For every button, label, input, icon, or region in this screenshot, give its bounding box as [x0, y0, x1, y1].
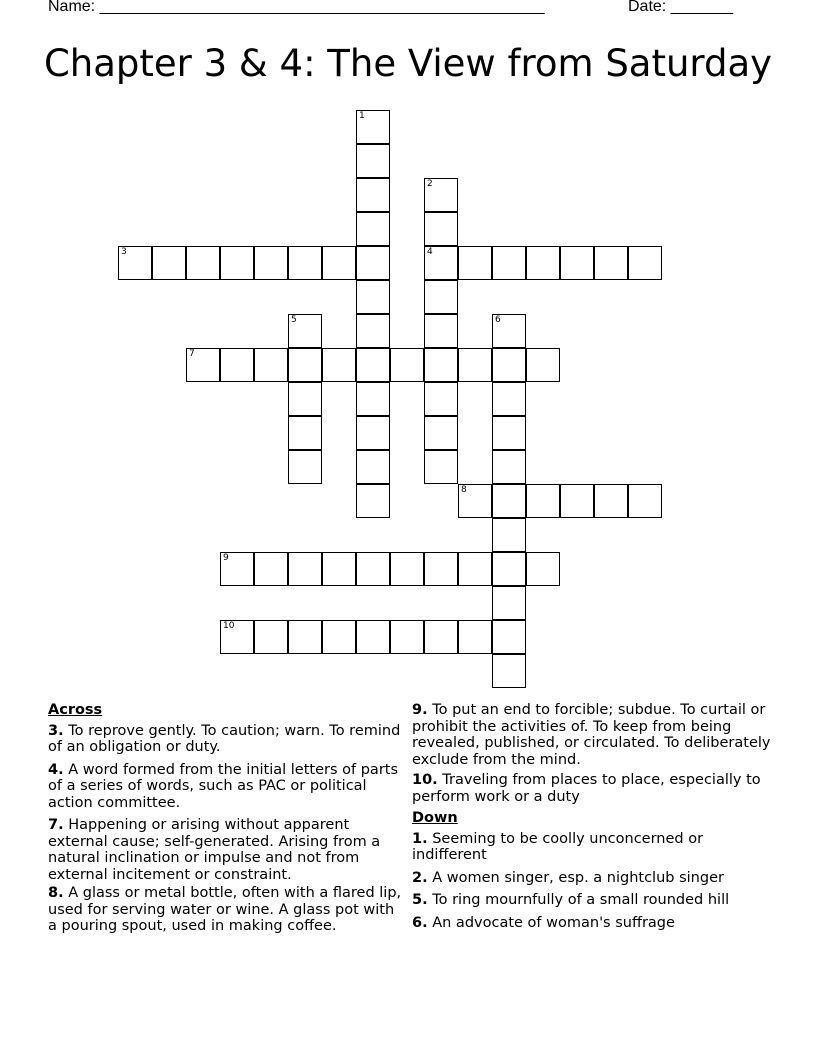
grid-cell[interactable] [390, 620, 424, 654]
clue-number-label: 4 [427, 247, 433, 257]
grid-cell[interactable] [288, 416, 322, 450]
grid-cell[interactable] [390, 552, 424, 586]
grid-cell[interactable] [356, 382, 390, 416]
grid-cell[interactable] [492, 620, 526, 654]
grid-cell[interactable] [424, 416, 458, 450]
grid-cell[interactable] [254, 246, 288, 280]
grid-cell[interactable] [152, 246, 186, 280]
clue-6 [412, 915, 774, 932]
clue-number: 5. [412, 892, 428, 908]
grid-cell[interactable] [220, 348, 254, 382]
clue-number-label: 6 [495, 315, 501, 325]
grid-cell[interactable] [458, 484, 492, 518]
grid-cell[interactable] [492, 348, 526, 382]
grid-cell[interactable] [356, 280, 390, 314]
clue-number-label: 9 [223, 553, 229, 563]
clue-number-label: 2 [427, 179, 433, 189]
clue-number-label: 8 [461, 485, 467, 495]
grid-cell[interactable] [492, 586, 526, 620]
grid-cell[interactable] [492, 484, 526, 518]
clues-left-column [48, 702, 406, 941]
grid-cell[interactable] [356, 246, 390, 280]
clue-text: To ring mournfully of a small rounded hill [427, 892, 730, 908]
grid-cell[interactable] [288, 382, 322, 416]
clue-text: Seeming to be coolly unconcerned or indifferent [412, 830, 704, 863]
clue-number-label: 3 [121, 247, 127, 257]
grid-cell[interactable] [424, 178, 458, 212]
grid-cell[interactable] [220, 552, 254, 586]
grid-cell[interactable] [458, 246, 492, 280]
grid-cell[interactable] [356, 178, 390, 212]
grid-cell[interactable] [492, 654, 526, 688]
clue-9 [412, 702, 774, 768]
grid-cell[interactable] [288, 348, 322, 382]
grid-cell[interactable] [322, 620, 356, 654]
grid-cell[interactable] [424, 450, 458, 484]
grid-cell[interactable] [186, 348, 220, 382]
clue-1 [412, 831, 774, 864]
grid-cell[interactable] [322, 552, 356, 586]
clue-text: To put an end to forcible; subdue. To curtail or prohibit the activities of. To keep from being revealed, published, or circulated. To deliberately exclude from the mind. [412, 702, 771, 768]
grid-cell[interactable] [458, 552, 492, 586]
clue-text: A glass or metal bottle, often with a flared lip, used for serving water or wine. A glass pot with a pouring spout, used in making coffee. [48, 885, 402, 934]
grid-cell[interactable] [220, 246, 254, 280]
page-title: Chapter 3 & 4: The View from Saturday [43, 42, 773, 85]
across-heading: Across [48, 702, 103, 718]
grid-cell[interactable] [424, 620, 458, 654]
grid-cell[interactable] [390, 348, 424, 382]
grid-cell[interactable] [458, 348, 492, 382]
clues-right-column [412, 702, 774, 937]
clue-2 [412, 870, 774, 887]
grid-cell[interactable] [322, 348, 356, 382]
grid-cell[interactable] [458, 620, 492, 654]
grid-cell[interactable] [186, 246, 220, 280]
grid-cell[interactable] [526, 484, 560, 518]
grid-cell[interactable] [356, 348, 390, 382]
grid-cell[interactable] [560, 484, 594, 518]
grid-cell[interactable] [424, 382, 458, 416]
clue-10 [412, 772, 774, 805]
clue-text: Traveling from places to place, especially to perform work or a duty [412, 772, 761, 805]
clue-7 [48, 817, 406, 883]
clue-5 [412, 892, 774, 909]
grid-cell[interactable] [288, 246, 322, 280]
clue-text: An advocate of woman's suffrage [427, 914, 675, 931]
clue-text: Happening or arising without apparent external cause; self-generated. Arising from a natural inclination or impulse and not from external incitement or constraint. [48, 817, 381, 883]
grid-cell[interactable] [288, 620, 322, 654]
grid-cell[interactable] [594, 484, 628, 518]
grid-cell[interactable] [628, 484, 662, 518]
grid-cell[interactable] [356, 110, 390, 144]
grid-cell[interactable] [220, 620, 254, 654]
grid-cell[interactable] [254, 348, 288, 382]
grid-cell[interactable] [356, 484, 390, 518]
name-field[interactable]: Name: __________________________________________________ [48, 0, 545, 15]
grid-cell[interactable] [424, 314, 458, 348]
grid-cell[interactable] [254, 620, 288, 654]
grid-cell[interactable] [118, 246, 152, 280]
grid-cell[interactable] [424, 348, 458, 382]
grid-cell[interactable] [356, 144, 390, 178]
clue-text: A word formed from the initial letters of parts of a series of words, such as PAC or political action committee. [48, 761, 399, 811]
grid-cell[interactable] [492, 450, 526, 484]
grid-cell[interactable] [254, 552, 288, 586]
clue-3 [48, 723, 406, 756]
date-field[interactable]: Date: _______ [628, 0, 733, 15]
clue-number: 2. [412, 869, 428, 886]
clue-8 [48, 885, 406, 935]
clue-number-label: 10 [223, 621, 235, 631]
clue-number: 4. [48, 761, 64, 778]
grid-cell[interactable] [594, 246, 628, 280]
clue-number-label: 5 [291, 315, 297, 325]
grid-cell[interactable] [424, 280, 458, 314]
grid-cell[interactable] [492, 416, 526, 450]
grid-cell[interactable] [492, 314, 526, 348]
grid-cell[interactable] [424, 552, 458, 586]
grid-cell[interactable] [492, 552, 526, 586]
grid-cell[interactable] [526, 348, 560, 382]
grid-cell[interactable] [356, 416, 390, 450]
clue-number-label: 1 [359, 111, 365, 121]
clue-number: 1. [412, 830, 428, 847]
grid-cell[interactable] [356, 450, 390, 484]
grid-cell[interactable] [356, 212, 390, 246]
clue-4 [48, 762, 406, 812]
grid-cell[interactable] [526, 246, 560, 280]
clue-number: 3. [48, 722, 64, 739]
clue-number: 7. [48, 817, 64, 833]
clue-number: 8. [48, 885, 64, 901]
clue-number: 9. [412, 702, 428, 718]
grid-cell[interactable] [322, 246, 356, 280]
clue-number-label: 7 [189, 349, 195, 359]
clue-text: A women singer, esp. a nightclub singer [427, 869, 724, 886]
grid-cell[interactable] [628, 246, 662, 280]
grid-cell[interactable] [356, 552, 390, 586]
grid-cell[interactable] [356, 314, 390, 348]
grid-cell[interactable] [492, 246, 526, 280]
grid-cell[interactable] [526, 552, 560, 586]
clue-text: To reprove gently. To caution; warn. To remind of an obligation or duty. [48, 722, 401, 755]
grid-cell[interactable] [288, 552, 322, 586]
grid-cell[interactable] [492, 518, 526, 552]
clue-number: 6. [412, 914, 428, 931]
grid-cell[interactable] [288, 450, 322, 484]
grid-cell[interactable] [424, 212, 458, 246]
grid-cell[interactable] [492, 382, 526, 416]
grid-cell[interactable] [356, 620, 390, 654]
grid-cell[interactable] [424, 246, 458, 280]
grid-cell[interactable] [560, 246, 594, 280]
grid-cell[interactable] [288, 314, 322, 348]
down-heading: Down [412, 810, 458, 826]
clue-number: 10. [412, 772, 438, 788]
